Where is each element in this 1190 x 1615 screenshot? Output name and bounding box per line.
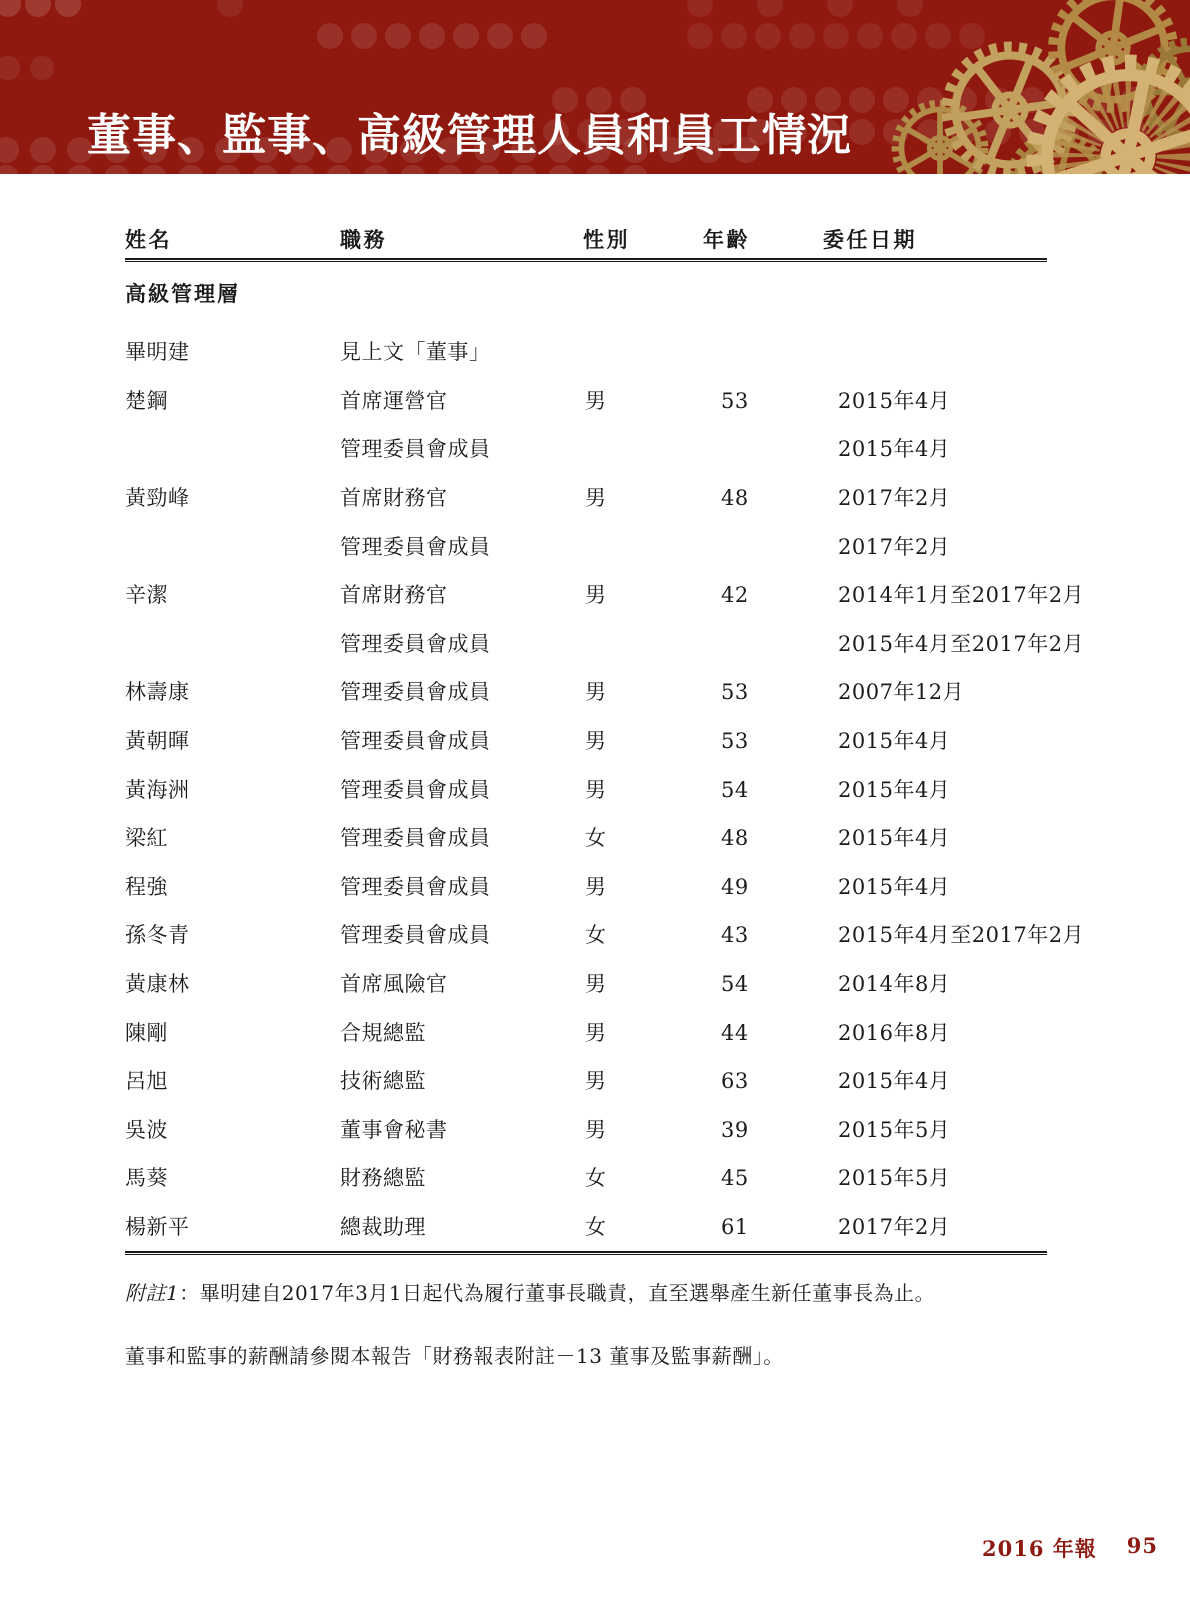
cell-position: 管理委員會成員 [340,777,491,802]
table-row [125,377,1047,426]
cell-date: 2015年4月 [838,826,951,851]
cell-age: 48 [721,486,749,511]
cell-gender: 男 [585,680,607,705]
cell-name: 馬葵 [125,1166,168,1191]
table-row [125,1203,1047,1252]
cell-name: 黃康林 [125,972,190,997]
cell-date: 2015年4月 [838,777,951,802]
cell-position: 合規總監 [340,1020,426,1045]
cell-age: 48 [721,826,749,851]
cell-position: 管理委員會成員 [340,874,491,899]
footnote-1-text: ：畢明建自2017年3月1日起代為履行董事長職責，直至選舉產生新任董事長為止。 [179,1281,936,1305]
cell-date: 2015年5月 [838,1166,951,1191]
cell-name: 梁紅 [125,826,168,851]
cell-date: 2017年2月 [838,1214,951,1239]
cell-position: 技術總監 [340,1069,426,1094]
cell-date: 2015年4月至2017年2月 [838,631,1085,656]
table-row [125,1057,1047,1106]
cell-name: 呂旭 [125,1069,168,1094]
cell-position: 管理委員會成員 [340,437,491,462]
cell-age: 43 [721,923,749,948]
cell-name: 黃朝暉 [125,729,190,754]
cell-date: 2017年2月 [838,486,951,511]
cell-position: 管理委員會成員 [340,680,491,705]
cell-name: 黃海洲 [125,777,190,802]
column-header-date: 委任日期 [823,227,917,252]
table-header-row [125,228,1047,258]
table-row [125,571,1085,620]
cell-position: 管理委員會成員 [340,826,491,851]
cell-age: 54 [721,777,749,802]
cell-gender: 女 [585,826,607,851]
table-row [125,765,1047,814]
cell-age: 63 [721,1069,749,1094]
cell-gender: 男 [585,1117,607,1142]
table-row [125,717,1047,766]
management-table [125,227,1085,1255]
table-row [125,960,1047,1009]
cell-gender: 男 [585,1069,607,1094]
cell-position: 董事會秘書 [340,1117,448,1142]
cell-date: 2015年4月 [838,874,951,899]
cell-name: 林壽康 [125,680,190,705]
table-row [125,620,1085,669]
table-row [125,522,1047,571]
cell-date: 2015年4月至2017年2月 [838,923,1085,948]
cell-gender: 男 [585,1020,607,1045]
cell-position: 首席財務官 [340,583,448,608]
report-year-label: 2016 年報 [982,1536,1097,1561]
page-title: 董事、監事、高級管理人員和員工情況 [87,110,852,161]
cell-age: 61 [721,1214,749,1239]
cell-date: 2014年8月 [838,972,951,997]
cell-gender: 女 [585,1214,607,1239]
cell-position: 見上文「董事」 [340,340,491,365]
gears-illustration [860,0,1190,174]
cell-gender: 男 [585,972,607,997]
cell-gender: 男 [585,874,607,899]
cell-name: 楊新平 [125,1214,190,1239]
cell-age: 49 [721,874,749,899]
cell-position: 首席運營官 [340,388,448,413]
cell-date: 2007年12月 [838,680,965,705]
column-header-age: 年齡 [703,227,750,252]
cell-gender: 男 [585,486,607,511]
cell-position: 首席財務官 [340,486,448,511]
table-row [125,425,1047,474]
cell-age: 53 [721,680,749,705]
cell-position: 管理委員會成員 [340,631,491,656]
table-row [125,911,1085,960]
cell-date: 2016年8月 [838,1020,951,1045]
cell-position: 管理委員會成員 [340,923,491,948]
footnote-1 [125,1281,935,1305]
cell-age: 44 [721,1020,749,1045]
cell-date: 2017年2月 [838,534,951,559]
cell-age: 42 [721,583,749,608]
column-header-gender: 性別 [583,227,630,252]
cell-name: 辛潔 [125,583,168,608]
cell-gender: 男 [585,583,607,608]
cell-gender: 男 [585,388,607,413]
page-footer [0,1533,1158,1563]
table-row [125,1106,1047,1155]
table-row [125,863,1047,912]
cell-position: 總裁助理 [340,1214,426,1239]
cell-position: 管理委員會成員 [340,534,491,559]
column-header-name: 姓名 [125,227,172,252]
section-label-senior-management: 高級管理層 [125,281,240,306]
cell-name: 楚鋼 [125,388,168,413]
cell-age: 53 [721,388,749,413]
cell-gender: 女 [585,1166,607,1191]
cell-age: 54 [721,972,749,997]
table-row [125,474,1047,523]
cell-position: 首席風險官 [340,972,448,997]
table-row [125,668,1047,717]
cell-gender: 男 [585,777,607,802]
table-top-rule [125,258,1047,262]
table-bottom-rule [125,1251,1047,1255]
cell-name: 陳剛 [125,1020,168,1045]
cell-name: 程強 [125,874,168,899]
cell-date: 2014年1月至2017年2月 [838,583,1085,608]
table-row [125,1154,1047,1203]
cell-date: 2015年5月 [838,1117,951,1142]
cell-age: 45 [721,1166,749,1191]
cell-position: 財務總監 [340,1166,426,1191]
cell-date: 2015年4月 [838,729,951,754]
footnote-1-label: 附註1 [125,1281,180,1305]
cell-position: 管理委員會成員 [340,729,491,754]
column-header-position: 職務 [340,227,387,252]
cell-name: 孫冬青 [125,923,190,948]
cell-age: 39 [721,1117,749,1142]
table-row [125,328,1047,377]
cell-date: 2015年4月 [838,1069,951,1094]
cell-name: 畢明建 [125,340,190,365]
page-banner [0,0,1190,174]
cell-gender: 男 [585,729,607,754]
page-number: 95 [1126,1533,1158,1558]
cell-name: 黃勁峰 [125,486,190,511]
cell-gender: 女 [585,923,607,948]
cell-date: 2015年4月 [838,437,951,462]
table-body [125,328,1085,1251]
table-row [125,814,1047,863]
cell-date: 2015年4月 [838,388,951,413]
footnote-2: 董事和監事的薪酬請參閱本報告「財務報表附註－13 董事及監事薪酬」。 [125,1344,784,1368]
cell-age: 53 [721,729,749,754]
table-row [125,1008,1047,1057]
cell-name: 吳波 [125,1117,168,1142]
